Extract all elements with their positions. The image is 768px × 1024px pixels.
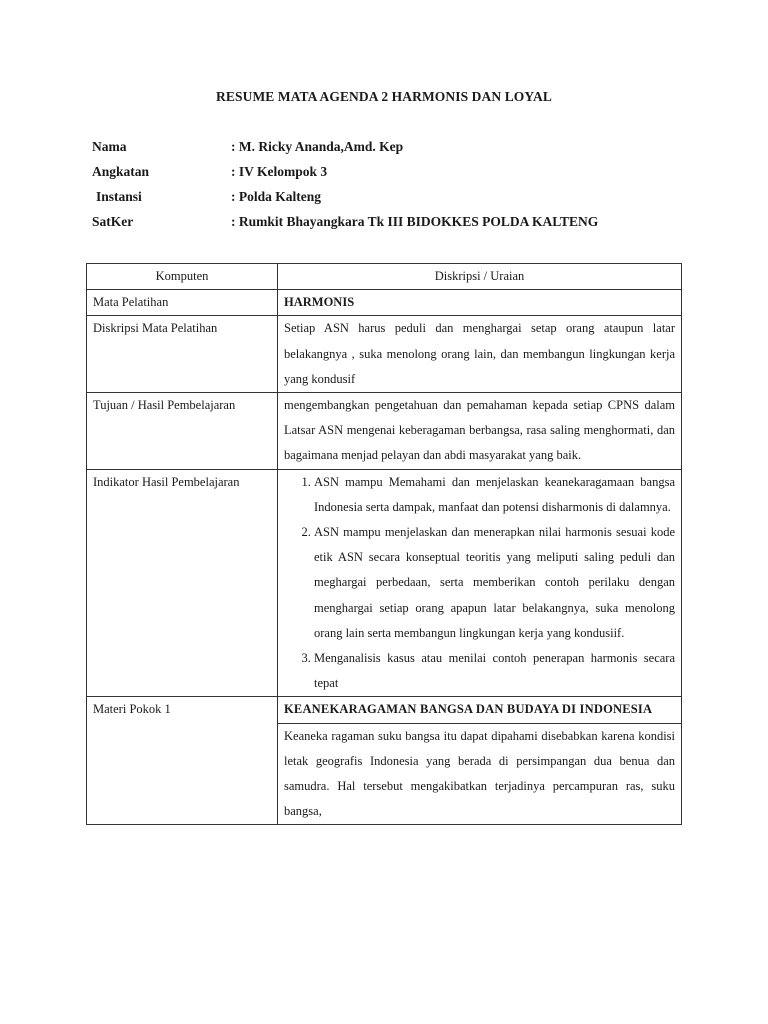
meta-key: SatKer [92,214,134,229]
topic-heading: KEANEKARAGAMAN BANGSA DAN BUDAYA DI INDONESIA [278,697,682,723]
list-item: 2. ASN mampu menjelaskan dan menerapkan nilai harmonis sesuai kode etik ASN secara konseptual teoritis yang meliputi saling peduli dan meghargai perbedaan, serta memberikan contoh perilaku dengan menghargai setiap orang apapun latar belakangnya, suka menolong orang lain serta membangun lingkungan kerja yang kondusiif. [314,520,675,646]
resume-table [86,263,682,825]
row-value: Setiap ASN harus peduli dan menghargai setap orang ataupun latar belakangnya , suka menolong orang lain, dan membangun lingkungan kerja yang kondusif [278,316,682,393]
table-row [87,290,682,316]
row-label: Materi Pokok 1 [87,697,278,825]
identity-block [92,137,712,237]
table-row [87,469,682,697]
meta-row-angkatan [92,162,712,187]
meta-value: : Polda Kalteng [231,189,321,204]
meta-value: : M. Ricky Ananda,Amd. Kep [231,139,404,154]
meta-key: Nama [92,139,127,154]
header-komputen: Komputen [87,264,278,290]
row-label: Diskripsi Mata Pelatihan [87,316,278,393]
list-item: 1. ASN mampu Memahami dan menjelaskan keanekaragamaan bangsa Indonesia serta dampak, manfaat dan potensi disharmonis di dalamnya. [314,470,675,520]
table-row [87,316,682,393]
row-value: mengembangkan pengetahuan dan pemahaman kepada setiap CPNS dalam Latsar ASN mengenai keberagaman berbangsa, rasa saling menghormati, dan bagaimana menjad pelayan dan abdi masyarakat yang baik. [278,393,682,470]
meta-key: Angkatan [92,164,150,179]
meta-row-nama [92,137,712,162]
indicator-list [284,470,675,697]
row-label: Mata Pelatihan [87,290,278,316]
row-label: Tujuan / Hasil Pembelajaran [87,393,278,470]
header-uraian: Diskripsi / Uraian [278,264,682,290]
meta-key: Instansi [96,189,142,204]
meta-row-instansi [92,187,712,212]
row-label: Indikator Hasil Pembelajaran [87,469,278,697]
row-value [278,723,682,825]
meta-value: : Rumkit Bhayangkara Tk III BIDOKKES POLDA KALTENG [231,214,599,229]
topic-body: Keaneka ragaman suku bangsa itu dapat dipahami disebabkan karena kondisi letak geografis Indonesia yang berada di persimpangan dua benua dan samudra. Hal tersebut mengakibatkan terjadinya percampuran ras, suku bangsa, [284,728,675,819]
list-item: 3. Menganalisis kasus atau menilai contoh penerapan harmonis secara tepat [314,646,675,696]
document-title: RESUME MATA AGENDA 2 HARMONIS DAN LOYAL [216,89,552,104]
row-value [278,469,682,697]
table-row [87,697,682,723]
table-row [87,393,682,470]
meta-row-satker [92,212,712,237]
meta-value: : IV Kelompok 3 [231,164,328,179]
row-value: HARMONIS [278,290,682,316]
table-header-row [87,264,682,290]
